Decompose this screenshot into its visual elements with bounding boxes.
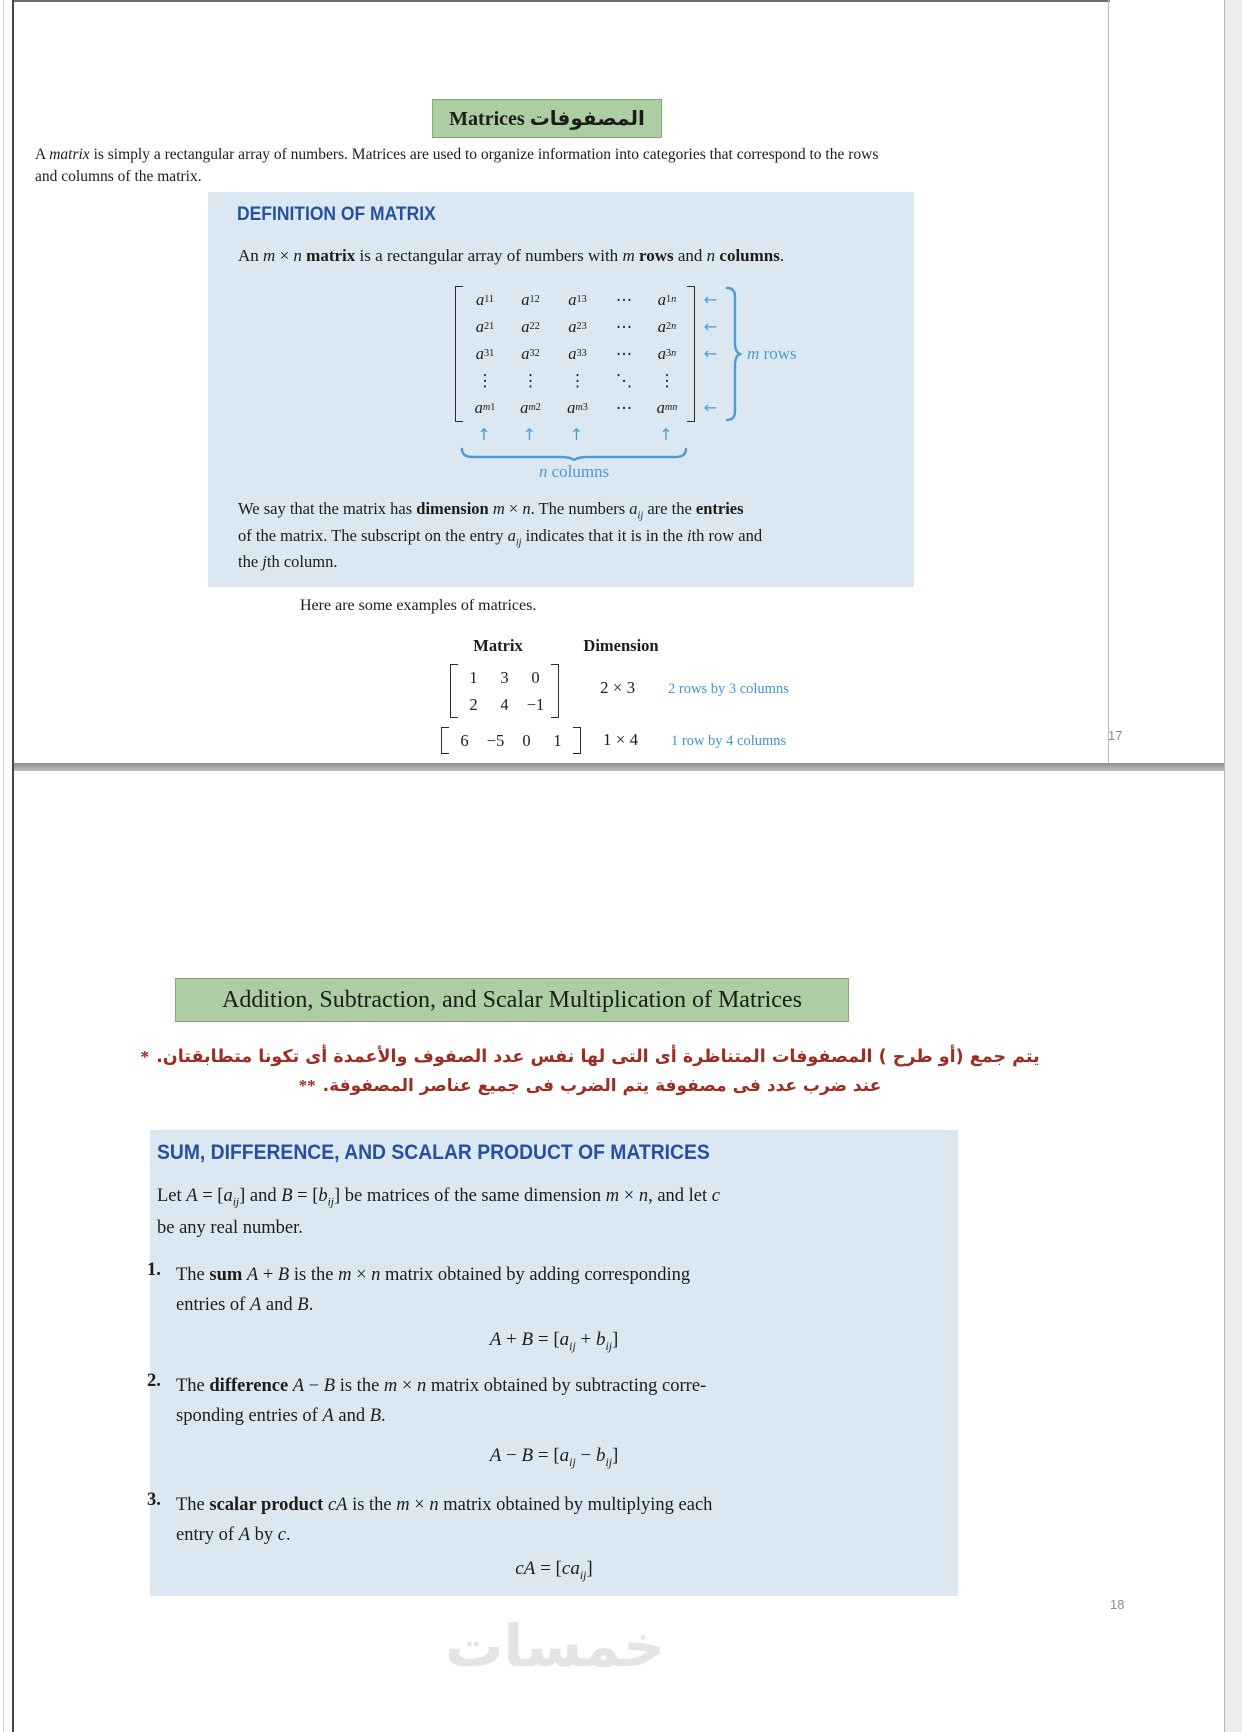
- matrix-cell: 4: [500, 694, 509, 714]
- matrix-cell: 0: [522, 730, 531, 750]
- matrix-cell: 2: [469, 694, 478, 714]
- intro-paragraph: A matrix is simply a rectangular array of numbers. Matrices are used to organize information into categories that correspond to the rows and columns of the matrix.: [35, 146, 879, 185]
- note-text: يتم جمع (أو طرح ) المصفوفات المتناظرة أى التى لها نفس عدد الصفوف والأعمدة أى تكونا متطابقتان.: [156, 1047, 1040, 1067]
- matrix-diagram: [455, 286, 797, 482]
- matrix-cell: a 23: [568, 316, 587, 336]
- top-border-line: [14, 0, 1110, 2]
- left-arrow-icon: [697, 367, 724, 394]
- example-matrix-2: [441, 727, 581, 754]
- left-arrow-icon: ←: [703, 317, 718, 336]
- matrix-cell: ⋱: [615, 370, 633, 390]
- matrix-cell: ⋯: [615, 289, 633, 309]
- matrix-bracket-right: [573, 727, 581, 754]
- matrix-bracket-left: [450, 664, 458, 718]
- left-arrow-icon: ←: [703, 290, 718, 309]
- left-arrow-icon: ←: [703, 344, 718, 363]
- item-text-1: The sum A + B is the m × n matrix obtained by adding corresponding entries of A and B.: [176, 1265, 691, 1315]
- examples-header-dimension: Dimension: [583, 636, 659, 655]
- matrix-cell: a 32: [521, 343, 540, 363]
- matrix-bracket-left: [441, 727, 449, 754]
- row-arrows: [697, 286, 724, 422]
- example-dimension-2: 1 × 4: [603, 730, 639, 749]
- watermark: خمسات: [445, 1612, 665, 1680]
- matrix-grid: [463, 286, 687, 422]
- item-formula-2: $A - B = [a_{ij} - b_{ij}]$: [489, 1445, 619, 1469]
- matrix-cell: a m2: [520, 397, 541, 417]
- example-note-2: 1 row by 4 columns: [671, 733, 787, 749]
- matrix-cell: −1: [526, 694, 545, 714]
- page-divider: [14, 763, 1224, 771]
- item-number-2: 2.: [147, 1371, 161, 1391]
- matrix-cell: a 33: [568, 343, 587, 363]
- page-number-17: 17: [1108, 728, 1123, 743]
- slide-title-matrices: [432, 99, 662, 138]
- viewer-right-line: [1224, 0, 1225, 1732]
- arabic-note-2: [0, 1076, 1180, 1096]
- item-text-3: The scalar product cA is the m × n matrix obtained by multiplying each entry of A by c.: [176, 1495, 713, 1545]
- matrix-cell: 3: [500, 667, 509, 687]
- matrix-cell: a 2n: [657, 316, 677, 336]
- matrix-cell: ⋮: [522, 370, 539, 390]
- matrix-bracket-right: [687, 286, 695, 422]
- matrix-cell: 0: [531, 667, 540, 687]
- up-arrow-icon: ↑: [659, 425, 673, 444]
- n-columns-label: n columns: [538, 462, 610, 481]
- example-note-1: 2 rows by 3 columns: [668, 681, 789, 697]
- matrix-cell: ⋮: [658, 370, 676, 390]
- scan-right-edge-line: [1108, 0, 1109, 763]
- slide-title-text: Matrices المصفوفات: [449, 108, 645, 130]
- sum-box-heading: SUM, DIFFERENCE, AND SCALAR PRODUCT OF MATRICES: [157, 1141, 710, 1164]
- slide-title-addition: [175, 978, 849, 1022]
- matrix-cell: a m1: [474, 397, 496, 417]
- matrix-cell: a 31: [475, 343, 495, 363]
- left-edge-faint-line: [3, 0, 4, 1732]
- slide-title-text: Addition, Subtraction, and Scalar Multiplication of Matrices: [222, 986, 802, 1013]
- matrix-cell: 6: [460, 730, 469, 750]
- matrix-cell: ⋯: [615, 397, 633, 417]
- matrix-cell: a 13: [568, 289, 587, 309]
- matrix-cell: 1: [469, 667, 478, 687]
- example-matrix-1: [450, 664, 559, 718]
- columns-brace: [459, 447, 689, 461]
- up-arrow-icon: ↑: [522, 425, 537, 444]
- up-arrow-icon: [600, 422, 646, 447]
- matrix-cell: ⋯: [615, 343, 633, 363]
- item-formula-1: $A + B = [a_{ij} + b_{ij}]$: [489, 1329, 619, 1353]
- matrix-cell: a 22: [521, 316, 540, 336]
- m-rows-label: m rows: [747, 344, 797, 363]
- matrix-cell: −5: [486, 730, 505, 750]
- matrix-cell: 1: [553, 730, 562, 750]
- note-marker: **: [298, 1076, 316, 1095]
- matrix-cell: a 21: [475, 316, 495, 336]
- matrix-cell: a 3n: [657, 343, 677, 363]
- left-border-line: [12, 0, 14, 1732]
- matrix-cell: ⋮: [476, 370, 494, 390]
- item-number-3: 3.: [147, 1490, 161, 1510]
- matrix-cell: a m3: [567, 397, 588, 417]
- arabic-note-1: [0, 1047, 1180, 1068]
- matrix-bracket-right: [551, 664, 559, 718]
- note-marker: *: [140, 1047, 150, 1067]
- item-number-1: 1.: [147, 1260, 161, 1280]
- rows-brace: [724, 286, 742, 422]
- example-dimension-1: 2 × 3: [600, 678, 636, 697]
- matrix-cell: a 11: [475, 289, 495, 309]
- matrix-bracket-left: [455, 286, 463, 422]
- column-arrows: [462, 422, 686, 447]
- item-formula-3: cA = $[ca_{ij}]$: [515, 1558, 593, 1582]
- item-text-2: The difference A − B is the m × n matrix obtained by subtracting corre- sponding entries of A and B.: [176, 1376, 707, 1426]
- left-arrow-icon: ←: [703, 398, 718, 417]
- page-number-18: 18: [1110, 1597, 1125, 1612]
- note-text: عند ضرب عدد فى مصفوفة يتم الضرب فى جميع عناصر المصفوفة.: [322, 1076, 882, 1096]
- definition-body: An m × n matrix is a rectangular array of numbers with m rows and n columns.: [238, 246, 785, 265]
- sum-box-intro: Let $A = [a_{ij}]$ and $B = [b_{ij}]$ be matrices of the same dimension m × n, and let c be any real number.: [157, 1186, 720, 1238]
- up-arrow-icon: ↑: [477, 425, 491, 444]
- viewer-right-strip: [1225, 0, 1242, 1732]
- matrix-cell: ⋯: [615, 316, 633, 336]
- examples-header-matrix: Matrix: [473, 636, 523, 655]
- up-arrow-icon: ↑: [569, 425, 584, 444]
- matrix-cell: a mn: [656, 397, 678, 417]
- matrix-cell: a 1n: [657, 289, 677, 309]
- definition-heading: DEFINITION OF MATRIX: [237, 204, 436, 225]
- examples-intro: Here are some examples of matrices.: [300, 597, 537, 614]
- matrix-cell: ⋮: [569, 370, 586, 390]
- definition-closing-paragraph: We say that the matrix has dimension m × n. The numbers $a_{ij}$ are the entries of the matrix. The subscript on the entry $a_{ij}$ indicates that it is in the ith row and the jth column.: [238, 499, 763, 571]
- matrix-cell: a 12: [521, 289, 540, 309]
